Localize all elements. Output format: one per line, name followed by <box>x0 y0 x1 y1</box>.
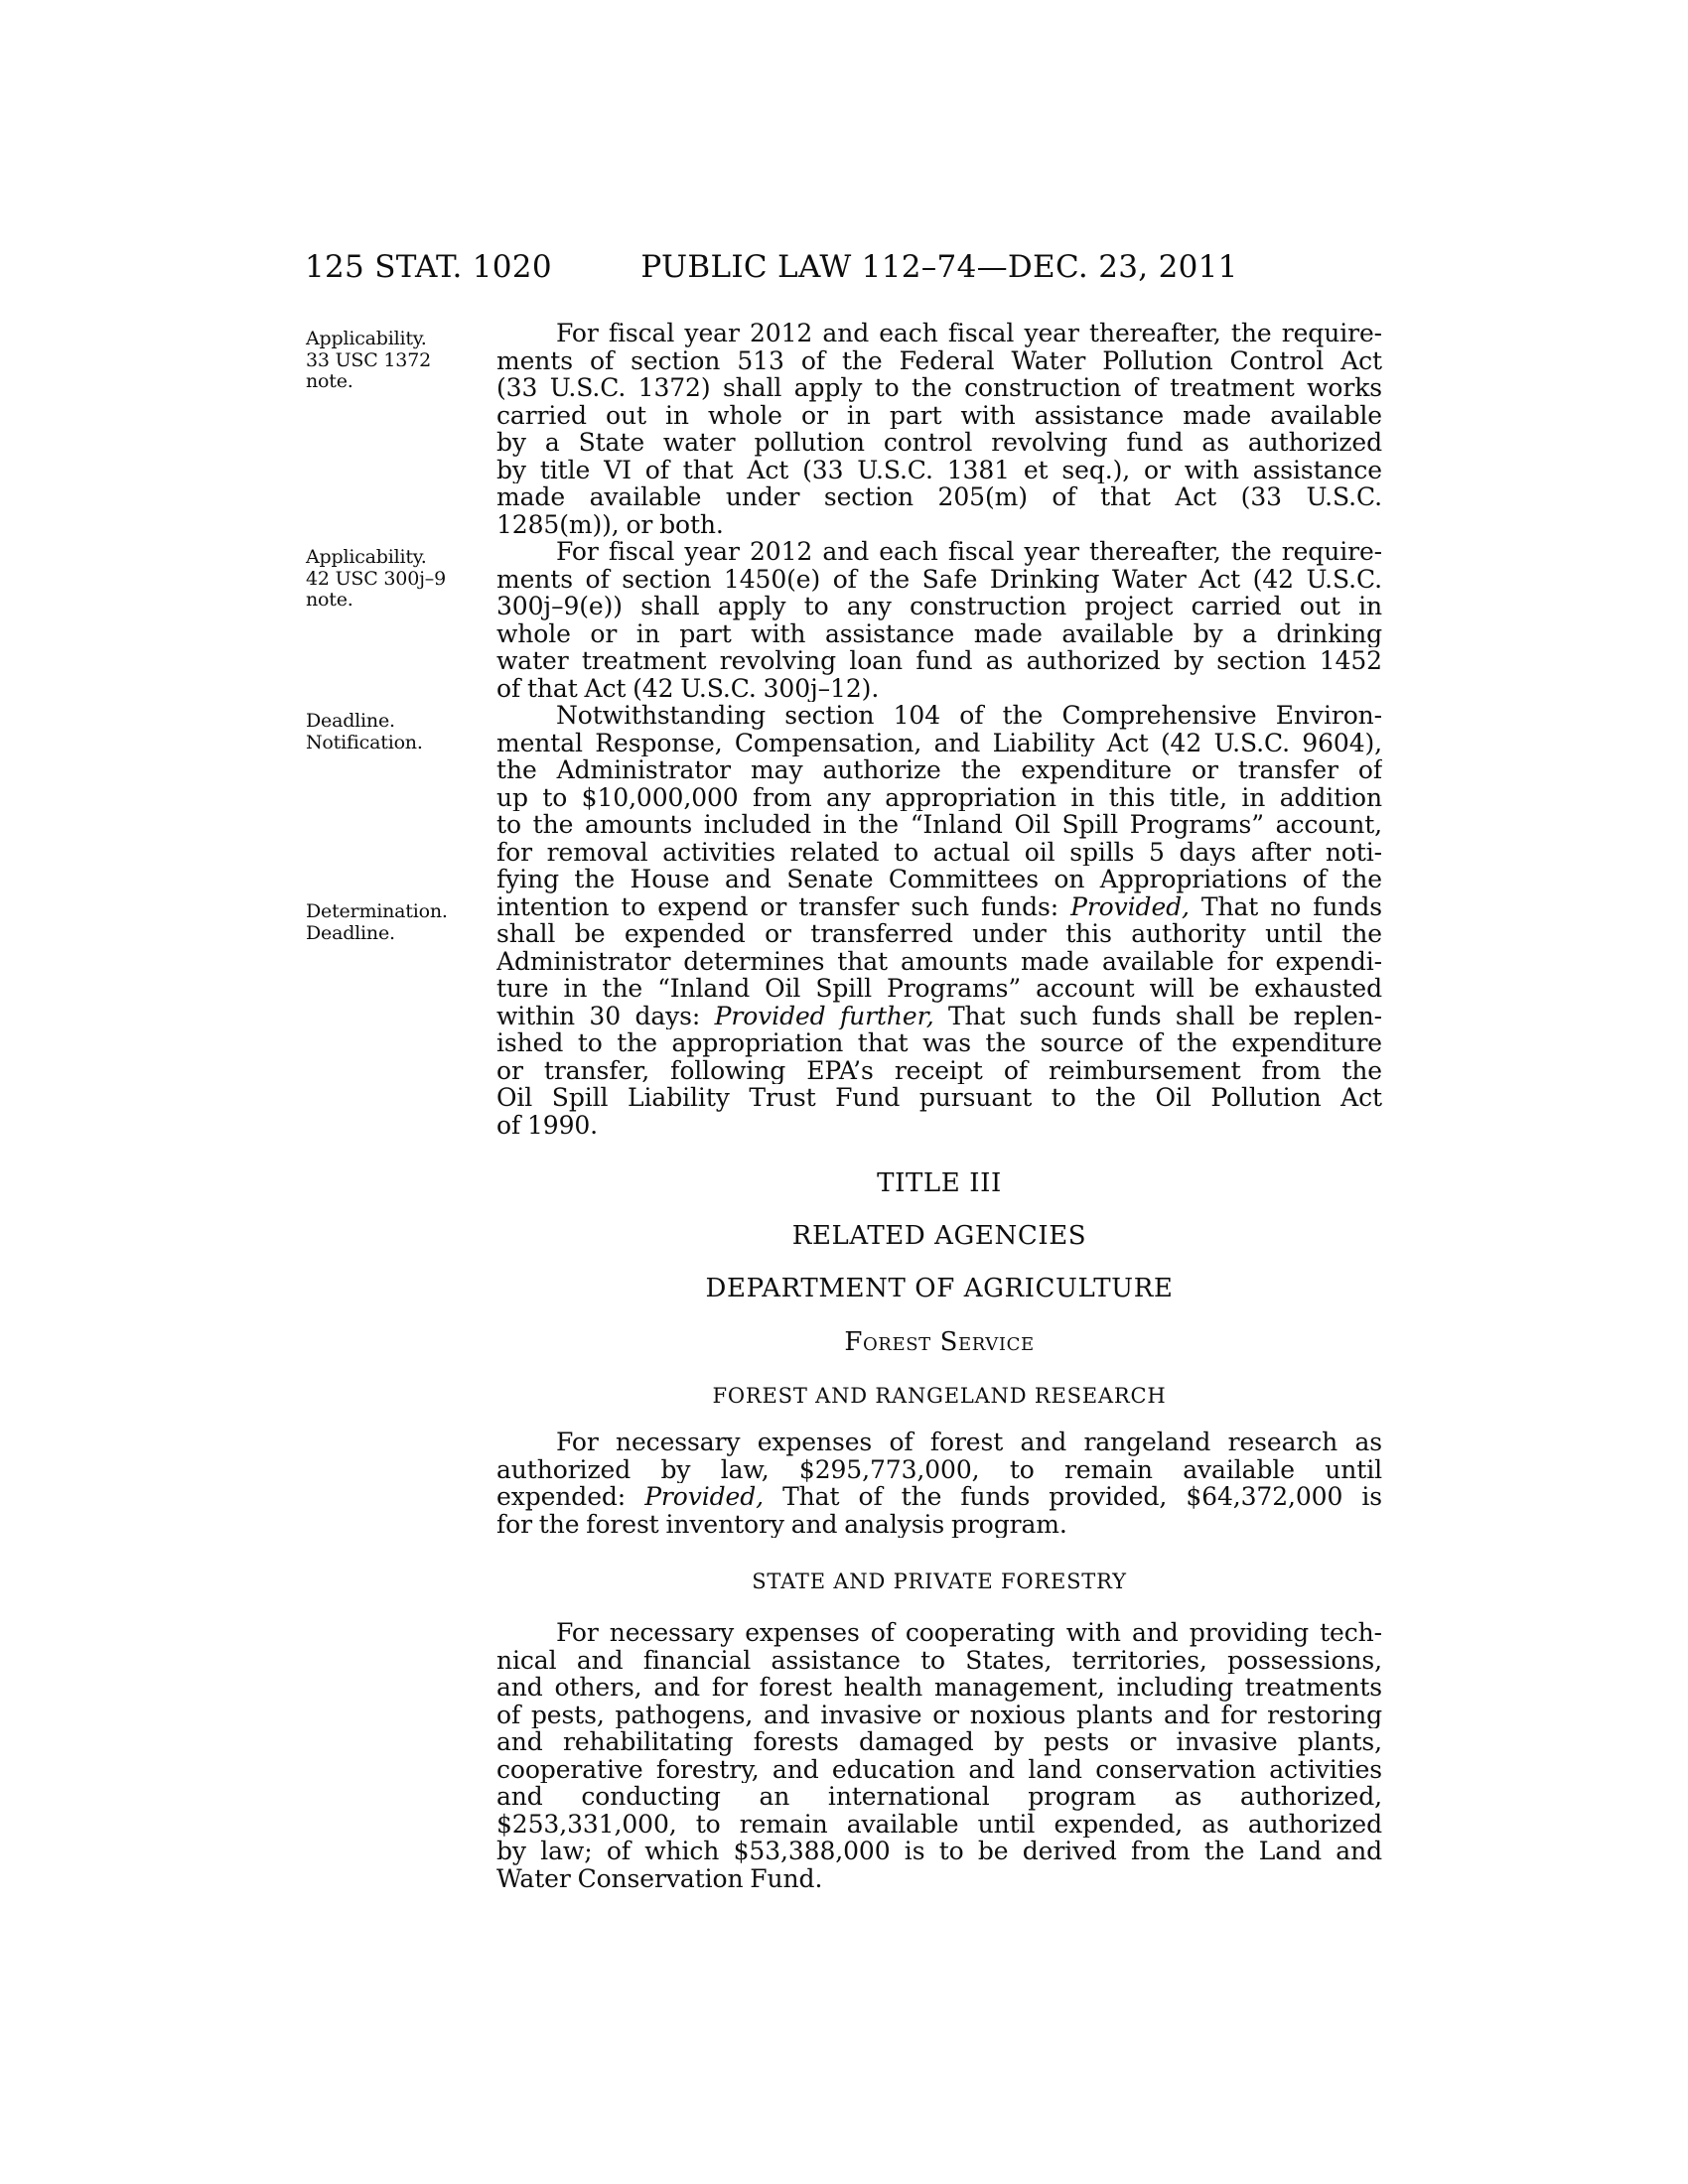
text-segment: For fiscal year 2012 and each fiscal year thereafter, the require- <box>556 320 1382 347</box>
text-segment: Provided further, <box>714 1002 934 1029</box>
text-line <box>496 675 1382 703</box>
text-line <box>496 839 1382 867</box>
text-segment: ished to the appropriation that was the source of the expenditure <box>496 1029 1382 1057</box>
text-line <box>496 1483 1382 1511</box>
text-line <box>496 1429 1382 1456</box>
text-segment: carried out in whole or in part with assistance made available <box>496 401 1382 429</box>
text-segment: 1285(m)), or both. <box>496 510 724 538</box>
text-line <box>496 1647 1382 1675</box>
margin-note-deadline-notification <box>306 711 490 753</box>
text-line <box>496 374 1382 402</box>
text-segment: and rehabilitating forests damaged by pests or invasive plants, <box>496 1728 1382 1756</box>
text-segment: by title VI of that Act (33 U.S.C. 1381 et seq.), or with assistance <box>496 456 1382 483</box>
text-segment: by law; of which $53,388,000 is to be derived from the Land and <box>496 1838 1382 1865</box>
text-segment: 300j–9(e)) shall apply to any construction project carried out in <box>496 593 1382 620</box>
text-line <box>496 429 1382 457</box>
text-line <box>496 1003 1382 1030</box>
text-line <box>496 347 1382 375</box>
text-segment: expended: <box>496 1483 645 1511</box>
heading-forest-service: Forest Service <box>844 1327 1035 1357</box>
text-segment: That such funds shall be replen- <box>933 1002 1382 1029</box>
text-line <box>496 538 1382 566</box>
paragraph-safe-drinking-water-requirements <box>496 538 1382 702</box>
text-line <box>496 1084 1382 1112</box>
text-segment: Water Conservation Fund. <box>496 1864 823 1892</box>
text-segment: That no funds <box>1189 892 1382 920</box>
text-segment: and conducting an international program as authorized, <box>496 1783 1382 1811</box>
text-line <box>496 866 1382 893</box>
text-line <box>496 893 1382 921</box>
text-segment: within 30 days: <box>496 1002 715 1029</box>
text-line <box>496 1619 1382 1647</box>
margin-note-line: note. <box>306 589 353 611</box>
text-line <box>496 511 1382 539</box>
margin-note-line: Deadline. <box>306 710 395 732</box>
paragraph-clean-water-requirements <box>496 320 1382 538</box>
text-segment: shall be expended or transferred under this authority until the <box>496 920 1382 948</box>
margin-note-applicability-42usc300j9 <box>306 547 490 612</box>
text-line <box>496 402 1382 430</box>
heading-forest-and-rangeland-research: FOREST AND RANGELAND RESEARCH <box>712 1384 1167 1408</box>
margin-note-applicability-33usc1372 <box>306 329 490 393</box>
text-segment: of 1990. <box>496 1111 599 1139</box>
text-segment: Administrator determines that amounts made available for expendi- <box>496 947 1382 975</box>
text-segment: For necessary expenses of forest and rangeland research as <box>556 1429 1382 1456</box>
text-line <box>496 730 1382 757</box>
text-line <box>496 320 1382 347</box>
text-segment: That of the funds provided, $64,372,000 is <box>764 1483 1382 1511</box>
text-segment: for removal activities related to actual oil spills 5 days after noti- <box>496 838 1382 866</box>
text-segment: and others, and for forest health management, including treatments <box>496 1674 1382 1702</box>
text-line <box>496 1838 1382 1865</box>
text-line <box>496 948 1382 976</box>
text-line <box>496 1702 1382 1729</box>
text-line <box>496 457 1382 484</box>
margin-note-determination-deadline <box>306 901 490 944</box>
text-line <box>496 1756 1382 1784</box>
text-line <box>496 1728 1382 1756</box>
text-segment: ments of section 1450(e) of the Safe Drinking Water Act (42 U.S.C. <box>496 565 1382 593</box>
law-title-running-head: PUBLIC LAW 112–74—DEC. 23, 2011 <box>640 249 1238 285</box>
text-segment: to the amounts included in the “Inland Oil Spill Programs” account, <box>496 811 1382 839</box>
text-segment: cooperative forestry, and education and land conservation activities <box>496 1755 1382 1783</box>
margin-note-line: Applicability. <box>306 546 427 568</box>
text-line <box>496 756 1382 784</box>
text-line <box>496 811 1382 839</box>
margin-note-line: 33 USC 1372 <box>306 348 431 371</box>
text-line <box>496 483 1382 511</box>
text-segment: fying the House and Senate Committees on Appropriations of the <box>496 866 1382 893</box>
text-segment: for the forest inventory and analysis program. <box>496 1510 1067 1538</box>
text-line <box>496 1674 1382 1702</box>
text-segment: $253,331,000, to remain available until expended, as authorized <box>496 1810 1382 1838</box>
text-segment: mental Response, Compensation, and Liability Act (42 U.S.C. 9604), <box>496 729 1382 756</box>
text-segment: water treatment revolving loan fund as authorized by section 1452 <box>496 647 1382 675</box>
text-line <box>496 1057 1382 1085</box>
text-line <box>496 920 1382 948</box>
text-segment: nical and financial assistance to States, territories, possessions, <box>496 1646 1382 1674</box>
margin-note-line: Deadline. <box>306 921 395 944</box>
text-segment: up to $10,000,000 from any appropriation in this title, in addition <box>496 783 1382 811</box>
margin-note-line: Applicability. <box>306 328 427 349</box>
page-number-stat-label: 125 STAT. 1020 <box>305 249 552 285</box>
text-line <box>496 975 1382 1003</box>
text-segment: whole or in part with assistance made available by a drinking <box>496 619 1382 647</box>
text-segment: of pests, pathogens, and invasive or noxious plants and for restoring <box>496 1701 1382 1728</box>
paragraph-state-private-forestry-appropriation <box>496 1619 1382 1892</box>
margin-note-line: 42 USC 300j–9 <box>306 567 446 590</box>
text-line <box>496 1783 1382 1811</box>
heading-related-agencies: RELATED AGENCIES <box>791 1221 1087 1251</box>
heading-department-of-agriculture: DEPARTMENT OF AGRICULTURE <box>705 1274 1174 1303</box>
text-segment: For fiscal year 2012 and each fiscal year thereafter, the require- <box>556 538 1382 566</box>
text-segment: authorized by law, $295,773,000, to remain available until <box>496 1455 1382 1483</box>
heading-title-iii: TITLE III <box>877 1168 1002 1198</box>
text-segment: Oil Spill Liability Trust Fund pursuant to the Oil Pollution Act <box>496 1084 1382 1112</box>
paragraph-forest-rangeland-research-appropriation <box>496 1429 1382 1538</box>
heading-state-and-private-forestry: STATE AND PRIVATE FORESTRY <box>752 1570 1127 1593</box>
text-line <box>496 1112 1382 1140</box>
text-segment: or transfer, following EPA’s receipt of reimbursement from the <box>496 1056 1382 1084</box>
text-line <box>496 702 1382 730</box>
text-segment: made available under section 205(m) of that Act (33 U.S.C. <box>496 483 1382 511</box>
paragraph-oil-spill-transfer-authority <box>496 702 1382 1139</box>
text-line <box>496 1865 1382 1893</box>
text-line <box>496 647 1382 675</box>
text-segment: (33 U.S.C. 1372) shall apply to the construction of treatment works <box>496 374 1382 402</box>
text-segment: Provided, <box>1070 892 1190 920</box>
text-line <box>496 1029 1382 1057</box>
text-line <box>496 1511 1382 1539</box>
text-segment: Notwithstanding section 104 of the Comprehensive Environ- <box>556 702 1382 730</box>
text-segment: ture in the “Inland Oil Spill Programs” account will be exhausted <box>496 975 1382 1003</box>
text-line <box>496 1456 1382 1484</box>
text-line <box>496 1811 1382 1839</box>
text-segment: intention to expend or transfer such funds: <box>496 892 1071 920</box>
margin-note-line: Determination. <box>306 900 448 922</box>
text-line <box>496 566 1382 594</box>
text-segment: ments of section 513 of the Federal Water Pollution Control Act <box>496 346 1382 374</box>
text-line <box>496 620 1382 648</box>
text-line <box>496 593 1382 620</box>
margin-note-line: note. <box>306 370 353 392</box>
text-segment: of that Act (42 U.S.C. 300j–12). <box>496 674 880 702</box>
text-segment: by a State water pollution control revolving fund as authorized <box>496 429 1382 457</box>
text-line <box>496 784 1382 812</box>
text-segment: Provided, <box>644 1483 764 1511</box>
text-segment: the Administrator may authorize the expenditure or transfer of <box>496 756 1382 784</box>
text-segment: For necessary expenses of cooperating with and providing tech- <box>556 1619 1382 1647</box>
margin-note-line: Notification. <box>306 731 423 753</box>
